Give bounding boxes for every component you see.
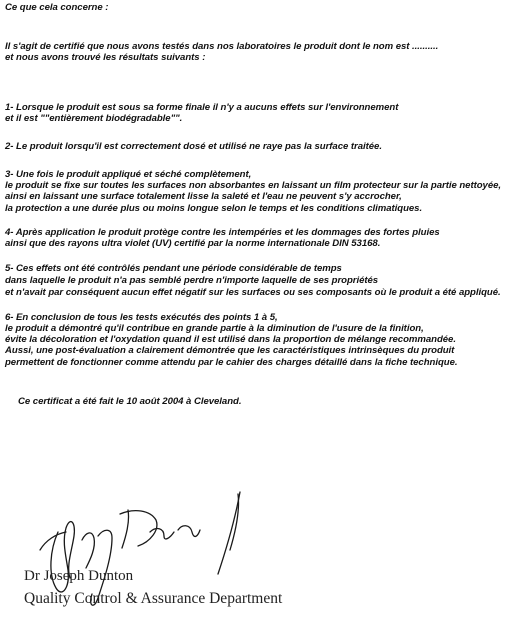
intro-line-1: Il s'agit de certifié que nous avons testés dans nos laboratoires le produit dont le nom est ..........: [5, 41, 439, 52]
point-3-line-3: ainsi en laissant une surface totalement lisse la saleté et l'eau ne peuvent s'y accrocher,: [5, 191, 402, 202]
point-3-line-4: la protection a une durée plus ou moins longue selon le temps et les conditions climatiques.: [5, 203, 423, 214]
point-6-line-4: Aussi, une post-évaluation a clairement démontrée que les caractéristiques intrinsèques du produit: [5, 345, 455, 356]
point-5-line-1: 5- Ces effets ont été contrôlés pendant une période considérable de temps: [5, 263, 342, 274]
point-6-line-1: 6- En conclusion de tous les tests exécutés des points 1 à 5,: [5, 312, 278, 323]
point-4-line-2: ainsi que des rayons ultra violet (UV) certifié par la norme internationale DIN 53168.: [5, 238, 381, 249]
certificate-date-line: Ce certificat a été fait le 10 août 2004 à Cleveland.: [18, 396, 242, 407]
point-1-line-2: et il est ""entièrement biodégradable"".: [5, 113, 183, 124]
point-6-line-2: le produit a démontré qu'il contribue en grande partie à la diminution de l'usure de la finition,: [5, 323, 424, 334]
point-4-line-1: 4- Après application le produit protège contre les intempéries et les dommages des fortes pluies: [5, 227, 440, 238]
salutation-heading: Ce que cela concerne :: [5, 2, 109, 13]
point-6-line-5: permettent de fonctionner comme attendu par le cahier des charges détaillé dans la fiche technique.: [5, 357, 458, 368]
point-6-line-3: évite la décoloration et l'oxydation quand il est utilisé dans la proportion de mélange recommandée.: [5, 334, 456, 345]
signatory-department: Quality Control & Assurance Department: [24, 590, 283, 607]
handwritten-signature: [0, 470, 522, 640]
point-5-line-2: dans laquelle le produit n'a pas semblé perdre n'importe laquelle de ses propriétés: [5, 275, 379, 286]
point-3-line-2: le produit se fixe sur toutes les surfaces non absorbantes en laissant un film protecteur sur la partie nettoyée,: [5, 180, 502, 191]
point-5-line-3: et n'avait par conséquent aucun effet négatif sur les surfaces ou ses composants où le produit a été appliqué.: [5, 287, 501, 298]
signature-block: [0, 470, 522, 640]
intro-line-2: et nous avons trouvé les résultats suivants :: [5, 52, 206, 63]
point-3-line-1: 3- Une fois le produit appliqué et séché complètement,: [5, 169, 252, 180]
point-1-line-1: 1- Lorsque le produit est sous sa forme finale il n'y a aucuns effets sur l'environnement: [5, 102, 399, 113]
point-2-line-1: 2- Le produit lorsqu'il est correctement dosé et utilisé ne raye pas la surface traitée.: [5, 141, 382, 152]
signatory-name: Dr Joseph Dunton: [24, 568, 134, 584]
